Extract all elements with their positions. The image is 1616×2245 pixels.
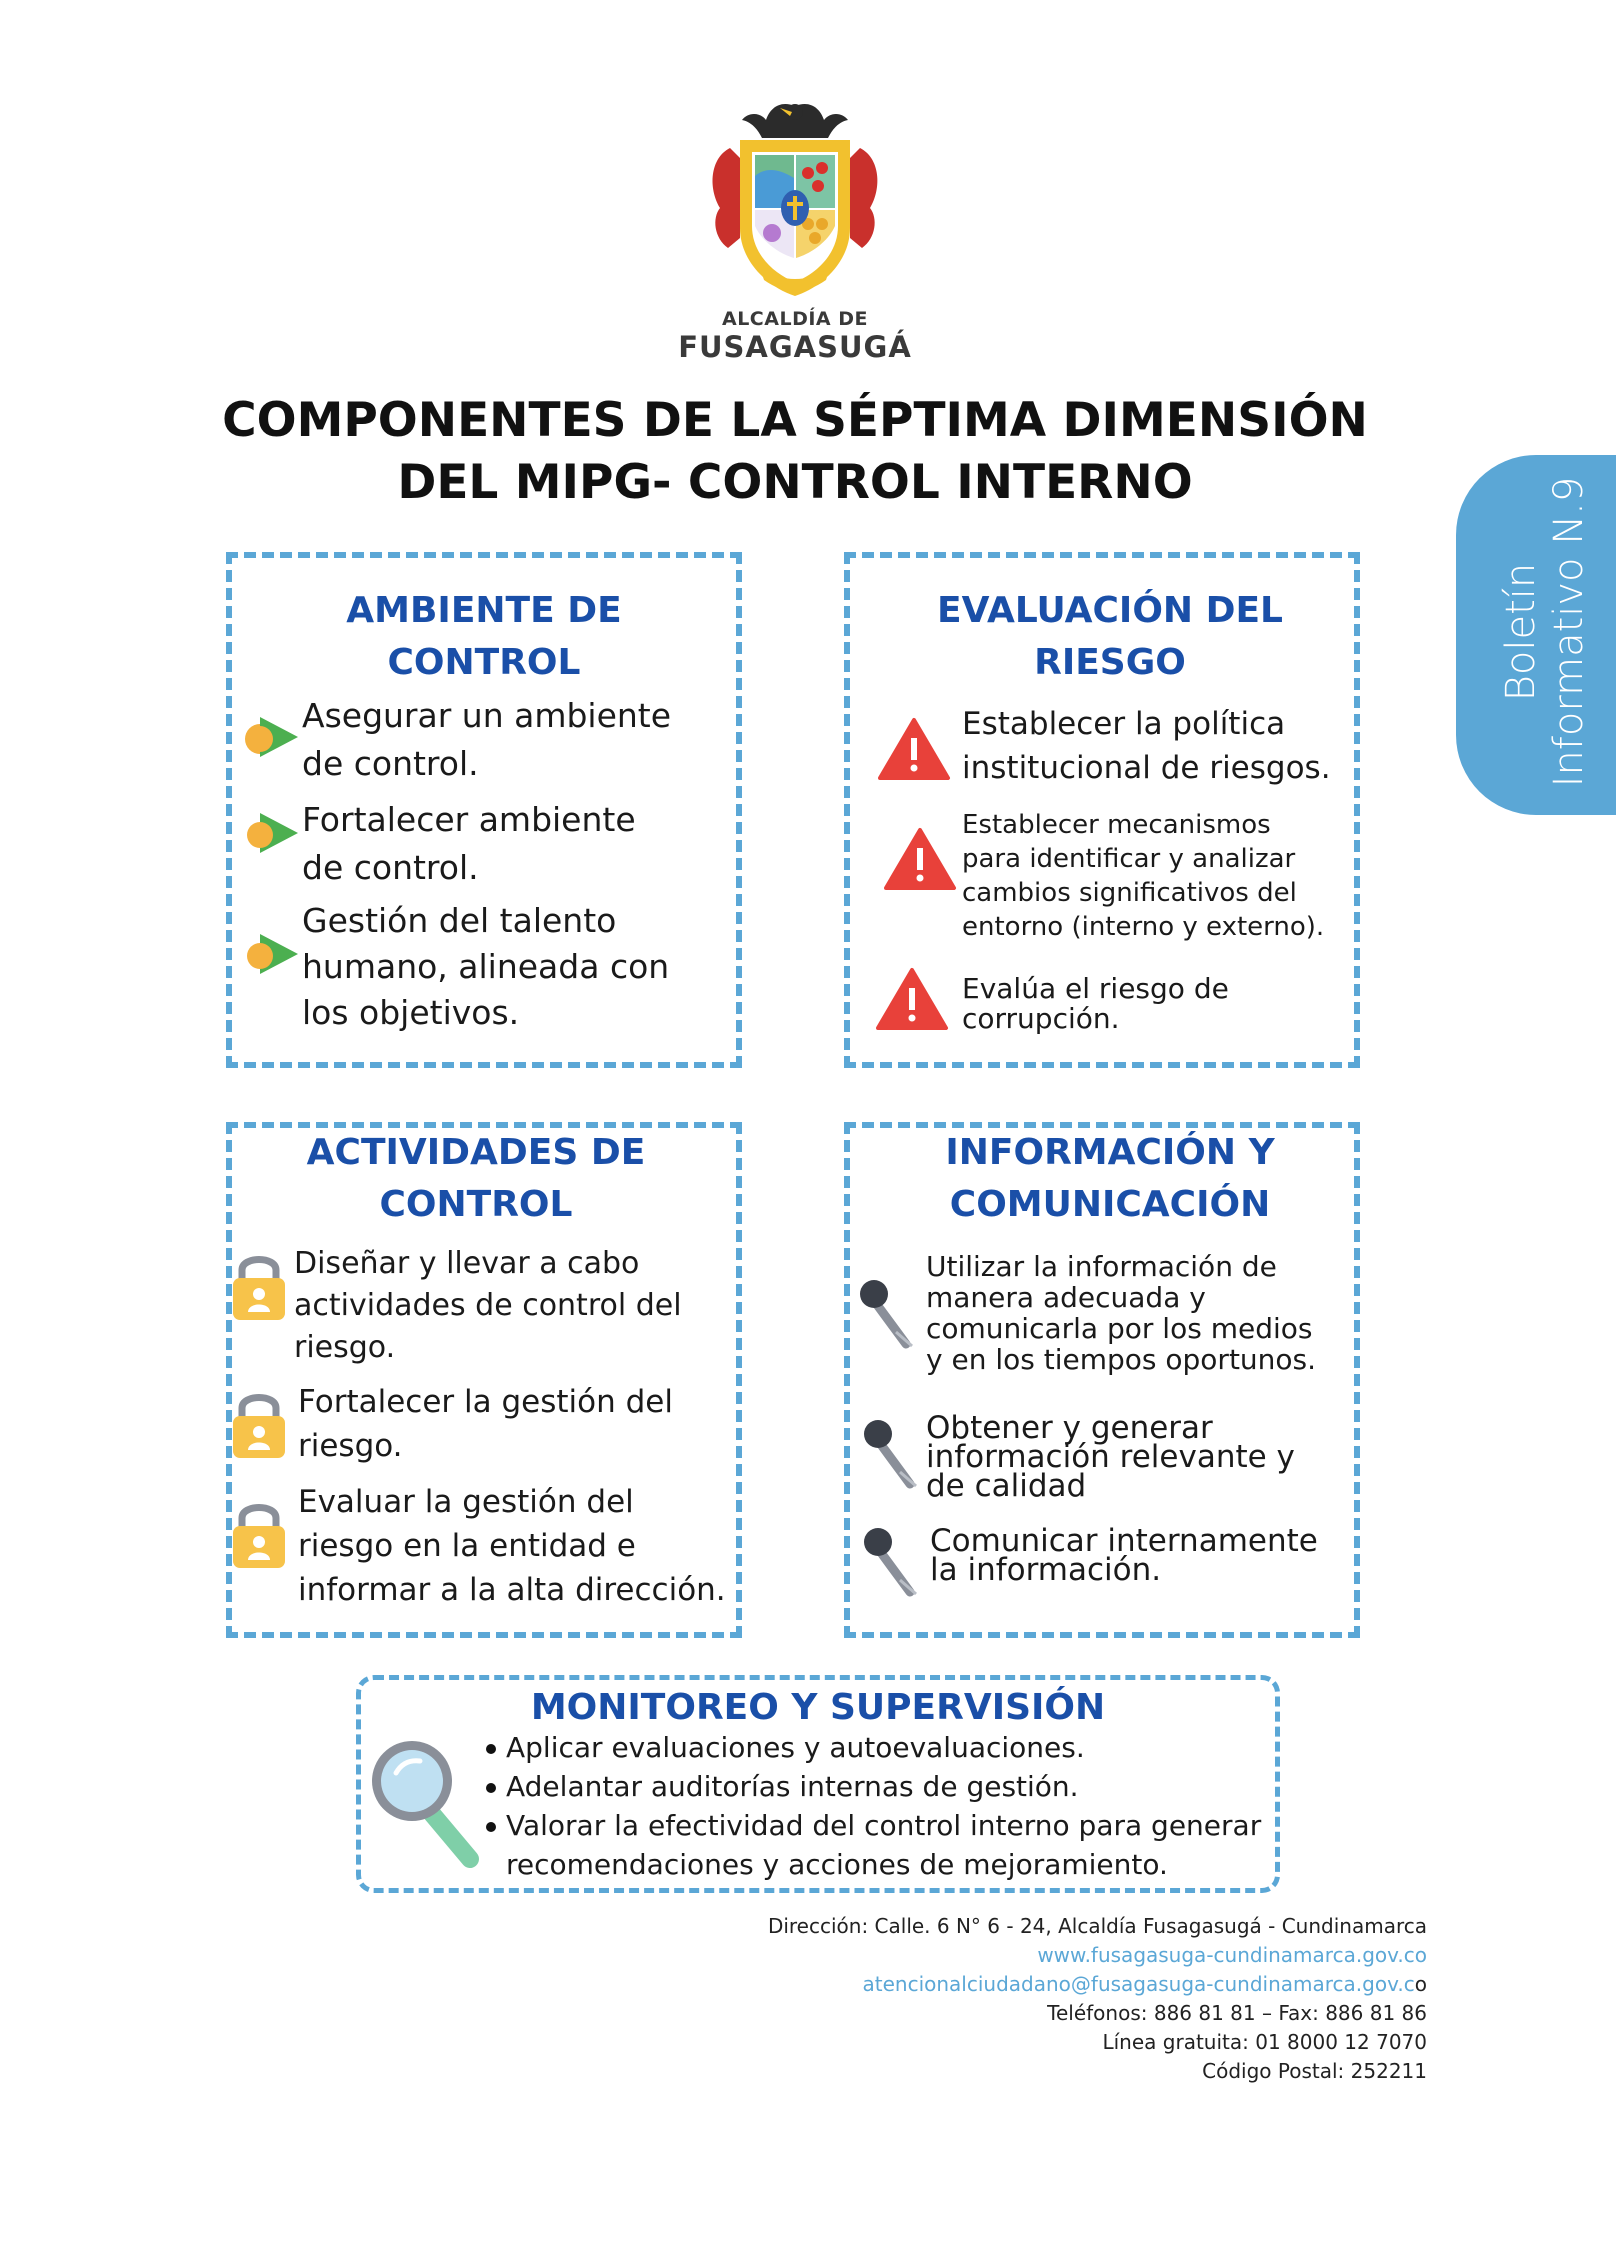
magnifying-glass-icon: [368, 1735, 484, 1873]
card-actividades-control-title: ACTIVIDADES DE CONTROL: [306, 1132, 646, 1225]
bulletin-label-line-2: Informativo N.9: [1546, 476, 1592, 788]
footer-toll-free: Línea gratuita: 01 8000 12 7070: [1102, 2030, 1427, 2054]
warning-icon: [878, 718, 950, 780]
arrow-bullet-icon: [240, 715, 302, 759]
footer-email-tail: o: [1414, 1972, 1427, 1996]
warning-icon: [876, 968, 948, 1030]
arrow-bullet-icon: [240, 932, 302, 976]
bullet-dot: [486, 1822, 496, 1832]
riesgo-item-3: Evalúa el riesgo de corrupción.: [962, 972, 1229, 1035]
alcaldia-coat-of-arms-logo: [700, 98, 890, 308]
footer-email[interactable]: [863, 1970, 1428, 1999]
actividades-item-3: Evaluar la gestión del riesgo en la entidad e informar a la alta dirección.: [298, 1484, 726, 1608]
logo-caption-bottom: FUSAGASUGÁ: [678, 330, 912, 364]
monitoreo-bullet-2: Adelantar auditorías internas de gestión.: [506, 1770, 1079, 1803]
microphone-icon: [860, 1524, 922, 1598]
padlock-icon: [230, 1250, 288, 1322]
bulletin-label-line-1: Boletín: [1498, 562, 1544, 702]
actividades-item-2: Fortalecer la gestión del riesgo.: [298, 1384, 673, 1464]
arrow-bullet-icon: [240, 811, 302, 855]
card-ambiente-control-title: AMBIENTE DE CONTROL: [346, 590, 622, 683]
microphone-icon: [860, 1416, 922, 1490]
bulletin-side-tab-label: [1497, 462, 1607, 802]
page-title: [150, 390, 1440, 514]
bullet-dot: [486, 1783, 496, 1793]
padlock-icon: [230, 1388, 288, 1460]
riesgo-item-2: Establecer mecanismos para identificar y analizar cambios significativos del entorno (interno y externo).: [962, 810, 1325, 942]
card-evaluacion-riesgo-title: EVALUACIÓN DEL RIESGO: [936, 590, 1283, 683]
footer-postal-code: Código Postal: 252211: [1202, 2059, 1427, 2083]
warning-icon: [884, 828, 956, 890]
card-informacion-comunicacion-title: INFORMACIÓN Y COMUNICACIÓN: [945, 1132, 1275, 1225]
footer-phones: Teléfonos: 886 81 81 – Fax: 886 81 86: [1047, 2001, 1427, 2025]
bullet-dot: [486, 1744, 496, 1754]
page-title-line-1: COMPONENTES DE LA SÉPTIMA DIMENSIÓN: [222, 393, 1368, 448]
padlock-icon: [230, 1498, 288, 1570]
ambiente-item-1: Asegurar un ambiente de control.: [302, 696, 672, 783]
ambiente-item-3: Gestión del talento humano, alineada con los objetivos.: [302, 901, 670, 1032]
microphone-icon: [856, 1276, 918, 1350]
actividades-item-1: Diseñar y llevar a cabo actividades de control del riesgo.: [294, 1246, 682, 1365]
informacion-item-3: Comunicar internamente la información.: [930, 1523, 1318, 1588]
logo-caption-top: ALCALDÍA DE: [722, 308, 868, 330]
footer-email-link[interactable]: atencionalciudadano@fusagasuga-cundinamarca.gov.c: [862, 1972, 1415, 1996]
footer-website-link[interactable]: www.fusagasuga-cundinamarca.gov.co: [1037, 1943, 1427, 1967]
informacion-item-2: Obtener y generar información relevante y de calidad: [926, 1410, 1295, 1504]
ambiente-item-2: Fortalecer ambiente de control.: [302, 800, 636, 887]
monitoreo-bullet-3: Valorar la efectividad del control interno para generar: [506, 1809, 1262, 1842]
monitoreo-bullet-3-continuation: recomendaciones y acciones de mejoramiento.: [506, 1848, 1168, 1881]
monitoreo-bullet-1: Aplicar evaluaciones y autoevaluaciones.: [506, 1731, 1085, 1764]
card-monitoreo-supervision-title: MONITOREO Y SUPERVISIÓN: [530, 1687, 1106, 1728]
informacion-item-1: Utilizar la información de manera adecuada y comunicarla por los medios y en los tiempos oportunos.: [926, 1250, 1317, 1376]
footer-address: Dirección: Calle. 6 N° 6 - 24, Alcaldía Fusagasugá - Cundinamarca: [767, 1914, 1427, 1938]
riesgo-item-1: Establecer la política institucional de riesgos.: [962, 706, 1331, 786]
page-title-line-2: DEL MIPG- CONTROL INTERNO: [397, 455, 1193, 510]
